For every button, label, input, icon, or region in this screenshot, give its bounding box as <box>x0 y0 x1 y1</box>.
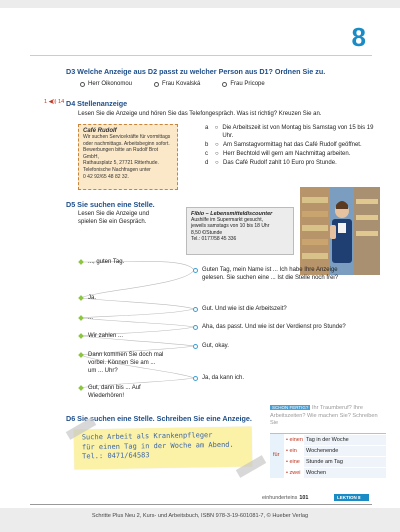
lektion-badge: LEKTION 8 <box>334 494 369 501</box>
ad-line: 8,50 €/Stunde <box>191 229 223 236</box>
dialogue-left-6 <box>88 384 168 400</box>
ad-line: Tel.: 0177/58 45 336 <box>191 236 237 243</box>
dialogue-text: ..., guten Tag. <box>88 259 125 265</box>
option-label: Frau Pricope <box>230 81 265 87</box>
circle-bullet-icon <box>193 325 198 330</box>
circle-bullet-icon <box>193 268 198 273</box>
ad-line: Telefonische Nachfragen unter <box>83 166 151 173</box>
dialogue-text: Gut, okay. <box>202 343 229 349</box>
page-number <box>262 495 308 501</box>
ad-line: Wir suchen Servicekräfte für vormittags <box>83 134 171 140</box>
prep-row <box>286 468 386 478</box>
ad-title: Café Rudolf <box>83 128 117 134</box>
prep-article: • eine <box>286 457 304 467</box>
dialogue-right-4 <box>202 342 342 350</box>
note-line: für einen Tag in der Woche am Abend. <box>81 440 234 451</box>
d4-title: D4 Stellenanzeige <box>66 99 128 108</box>
dialogue-right-3 <box>202 323 362 331</box>
statement-text: Am Samstagvormittag hat das Café Rudolf geöffnet. <box>223 142 362 148</box>
statement-letter: b <box>205 142 209 148</box>
dialogue-text: Gut, dann bis ... Auf Wiederhören! <box>88 385 141 399</box>
dialogue-left-5 <box>88 351 164 375</box>
statement-text: Das Café Rudolf zahlt 10 Euro pro Stunde. <box>223 160 337 166</box>
prep-row <box>286 457 386 467</box>
prep-article: • ein <box>286 446 304 456</box>
checkbox-circle-icon[interactable]: ○ <box>215 151 219 157</box>
prep-label-cell <box>270 434 284 478</box>
ad-title: Fibio – Lebensmitteldiscounter <box>191 211 273 217</box>
handwritten-ad-note <box>74 426 253 469</box>
bottom-margin <box>0 508 400 532</box>
option-label: Herr Oikonomou <box>88 81 133 87</box>
dialogue-right-2 <box>202 305 342 313</box>
prep-label: für <box>273 452 280 458</box>
preposition-table <box>270 433 386 476</box>
prep-row <box>286 446 386 456</box>
audio-track-marker: 1 ◀)) 14 <box>44 99 65 105</box>
prep-noun: Stunde am Tag <box>304 457 386 467</box>
dialogue-right-1 <box>202 266 342 282</box>
prep-noun: Tag in der Woche <box>304 435 386 445</box>
dialogue-text: Guten Tag, mein Name ist ... Ich habe Ihre Anzeige gelesen. Sie suchen eine ... Ist die Stelle noch frei? <box>202 267 339 281</box>
schon-fertig-hint <box>270 404 386 428</box>
prep-article: • einen <box>286 435 304 445</box>
d4-intro: Lesen Sie die Anzeige und hören Sie das Telefongespräch. Was ist richtig? Kreuzen Sie an. <box>78 111 322 117</box>
statement-text: Herr Bechtold will gern am Nachmittag arbeiten. <box>223 151 351 157</box>
dialogue-text: Dann kommen Sie doch mal vorbei. Können Sie am ... um ... Uhr? <box>88 352 164 374</box>
dialogue-text: Ja. <box>88 295 97 301</box>
dialogue-left-2 <box>88 294 183 302</box>
prep-row <box>286 435 386 445</box>
ad-line: jeweils samstags von 10 bis 18 Uhr <box>191 223 270 230</box>
statement-letter: c <box>205 151 208 157</box>
chapter-number: 8 <box>351 22 366 52</box>
page-word: einhunderteins <box>262 495 298 501</box>
note-line: Suche Arbeit als Krankenpfleger <box>81 431 213 442</box>
prep-noun: Wochen <box>304 468 386 478</box>
ad-line: oder nachmittags. Arbeitsbeginn sofort. <box>83 140 170 147</box>
copyright-credit: Schritte Plus Neu 2, Kurs- und Arbeitsbuch, ISBN 978-3-19-601081-7, © Hueber Verlag <box>91 513 309 519</box>
dialogue-text: Ja, da kann ich. <box>202 375 245 381</box>
d5-intro: Lesen Sie die Anzeige und spielen Sie ein Gespräch. <box>78 211 150 226</box>
ad-line: Bewerbungen bitte an Rudolf Brot GmbH, <box>83 147 159 160</box>
dialogue-text: ... <box>88 315 94 321</box>
page-num: 101 <box>299 495 309 501</box>
circle-bullet-icon <box>193 344 198 349</box>
dialogue-text: Wir zahlen ... <box>88 333 124 339</box>
statement-text: Die Arbeitszeit ist von Montag bis Samstag von 15 bis 19 Uhr. <box>222 125 374 139</box>
option-label: Frau Kovalská <box>162 81 201 87</box>
d5-title: D5 Sie suchen eine Stelle. <box>66 200 155 209</box>
circle-bullet-icon <box>193 307 198 312</box>
checkbox-circle-icon[interactable]: ○ <box>215 160 219 166</box>
dialogue-left-4 <box>88 332 183 340</box>
statement-letter: a <box>205 125 209 131</box>
dialogue-left-3 <box>88 314 183 322</box>
hint-tag: SCHON FERTIG? <box>272 405 309 410</box>
footer-rule <box>30 504 372 505</box>
ad-line: Aushilfe im Supermarkt gesucht, <box>191 217 263 223</box>
circle-bullet-icon <box>193 376 198 381</box>
dialogue-right-5 <box>202 374 342 382</box>
ad-line: Rathausplatz 5, 27721 Ritterhude. <box>83 160 159 167</box>
dialogue-text: Gut. Und wie ist die Arbeitszeit? <box>202 306 287 312</box>
hint-text: Ihr Traumberuf? Ihre Arbeitszeiten? Wie machen Sie? Schreiben Sie <box>270 405 378 426</box>
note-line: Tel.: 0471/64583 <box>82 451 150 461</box>
ad-line: 0 42 92/65 48 82 32. <box>83 173 129 180</box>
prep-noun: Wochenende <box>304 446 386 456</box>
d6-title: D6 Sie suchen eine Stelle. Schreiben Sie eine Anzeige. <box>66 414 252 423</box>
dialogue-left-1 <box>88 258 183 266</box>
prep-article: • zwei <box>286 468 304 478</box>
dialogue-text: Aha, das passt. Und wie ist der Verdienst pro Stunde? <box>202 324 346 330</box>
checkbox-circle-icon[interactable]: ○ <box>215 142 219 148</box>
checkbox-circle-icon[interactable]: ○ <box>214 125 219 131</box>
d3-title: D3 Welche Anzeige aus D2 passt zu welcher Person aus D1? Ordnen Sie zu. <box>66 67 326 76</box>
statement-letter: d <box>205 160 209 166</box>
